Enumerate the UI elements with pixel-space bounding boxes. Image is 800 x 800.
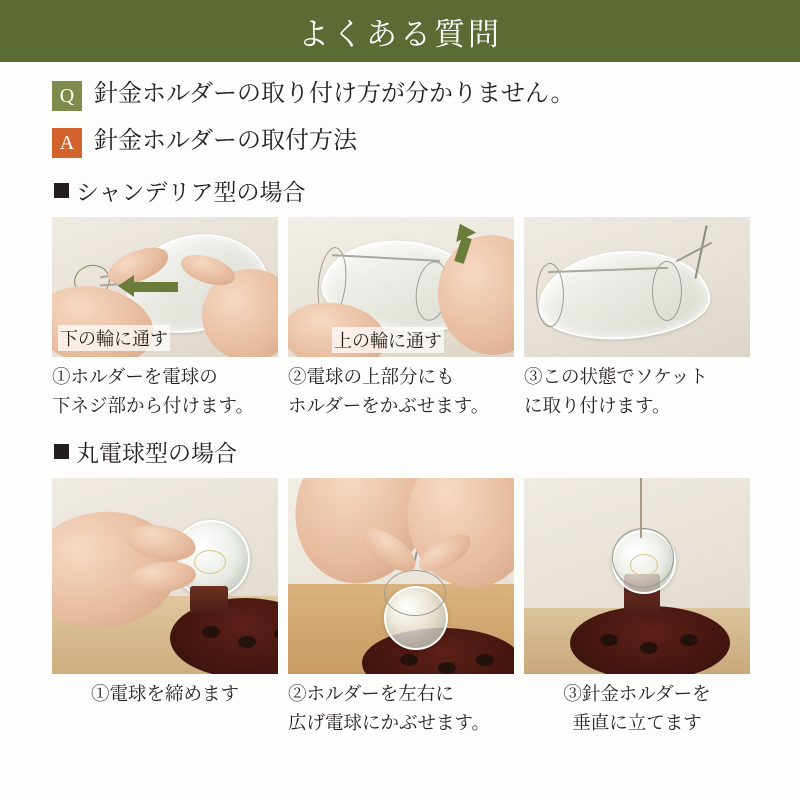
round-step-2-photo [288,478,514,674]
section-heading-round-label: 丸電球型の場合 [76,441,237,467]
round-step-3-photo [524,478,750,674]
caption-line-1: ①ホルダーを電球の [52,368,218,388]
chandelier-step-2-caption [288,364,514,421]
page-content [0,62,800,739]
square-bullet-icon [54,444,69,459]
round-step-3 [524,478,750,738]
answer-badge: A [52,128,82,158]
chandelier-step-1-photo [52,217,278,357]
arrow-left-tail [134,282,178,292]
caption-line-2: ホルダーをかぶせます。 [288,396,490,417]
section-heading-chandelier [54,174,764,207]
question-text: 針金ホルダーの取り付け方が分かりません。 [94,81,575,107]
page-header [0,0,800,62]
wire-ring-upper [652,261,682,321]
chandelier-step-2-photo [288,217,514,357]
caption-line-2: 広げ電球にかぶせます。 [288,714,491,735]
chandelier-step-3 [524,217,750,421]
bulb-screw-base [190,586,228,612]
caption-line-2: 垂直に立てます [572,714,702,735]
round-step-2-caption [288,681,514,738]
chandelier-step-2-overlay: 上の輪に通す [332,327,444,353]
chandelier-step-3-caption [524,364,750,421]
caption-line-1: ③この状態でソケット [524,368,708,388]
question-badge: Q [52,81,82,111]
caption-line-1: ②ホルダーを左右に [288,685,454,706]
caption-line-2: 下ネジ部から付けます。 [52,396,255,417]
section-heading-round [54,435,764,468]
round-step-2 [288,478,514,738]
socket-base [570,606,730,674]
round-step-1-caption [52,681,278,710]
section-heading-chandelier-label: シャンデリア型の場合 [76,180,306,205]
caption-line-1: ①電球を締めます [90,685,239,706]
chandelier-step-1-caption [52,364,278,421]
caption-line-1: ②電球の上部分にも [288,368,455,388]
chandelier-step-grid [52,217,764,421]
page-title: よくある質問 [298,16,502,52]
chandelier-step-1-overlay: 下の輪に通す [58,325,170,351]
arrow-left-icon [118,275,134,297]
caption-line-1: ③針金ホルダーを [563,685,711,706]
round-step-grid [52,478,764,738]
wire-loop [612,528,674,588]
round-step-3-caption [524,681,750,738]
square-bullet-icon [54,183,69,198]
answer-row [52,125,764,158]
chandelier-step-3-photo [524,217,750,357]
answer-text: 針金ホルダーの取付方法 [94,128,358,154]
chandelier-step-1 [52,217,278,421]
round-step-1 [52,478,278,738]
round-step-1-photo [52,478,278,674]
question-row [52,78,764,111]
chandelier-step-2 [288,217,514,421]
caption-line-2: に取り付けます。 [524,396,671,417]
